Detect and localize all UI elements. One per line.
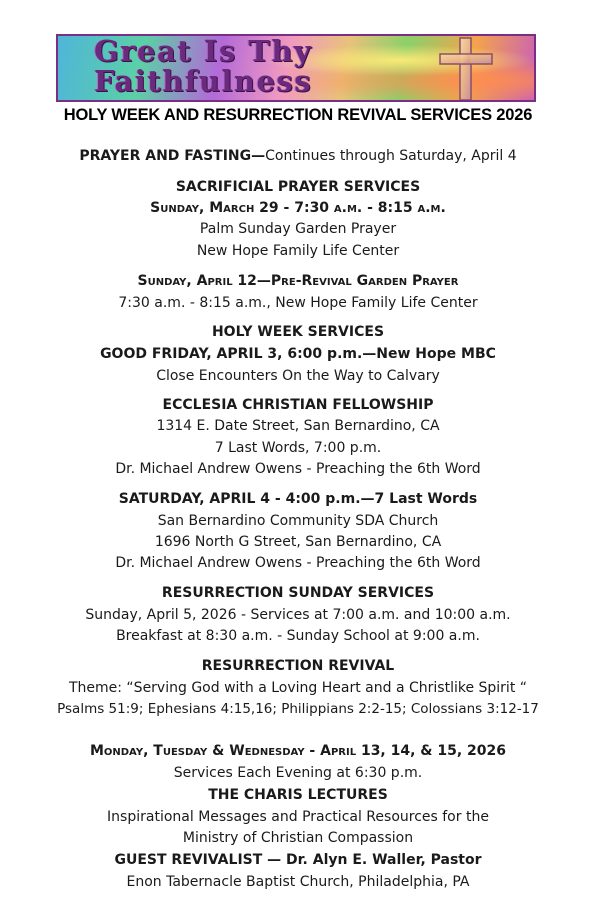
saturday-speaker: Dr. Michael Andrew Owens - Preaching the 6th Word (115, 555, 481, 571)
guest-revivalist-church: Enon Tabernacle Baptist Church, Philadelphia, PA (126, 874, 470, 890)
sacrificial-date: Sunday, March 29 - 7:30 a.m. - 8:15 a.m. (150, 200, 446, 216)
charis-line1: Inspirational Messages and Practical Resources for the (107, 809, 489, 825)
pre-revival-title: Sunday, April 12—Pre-Revival Garden Prayer (137, 273, 459, 289)
page-heading: HOLY WEEK AND RESURRECTION REVIVAL SERVICES 2026 (63, 106, 533, 124)
charis-line2: Ministry of Christian Compassion (182, 830, 414, 846)
ecclesia-address: 1314 E. Date Street, San Bernardino, CA (156, 418, 440, 434)
prayer-fasting-detail: Continues through Saturday, April 4 (265, 148, 517, 164)
resurrection-sunday-title: RESURRECTION SUNDAY SERVICES (161, 585, 435, 601)
pre-revival-detail: 7:30 a.m. - 8:15 a.m., New Hope Family Life Center (118, 295, 478, 311)
resurrection-sunday-services: Sunday, April 5, 2026 - Services at 7:00 a.m. and 10:00 a.m. (85, 607, 511, 623)
holy-week-title: HOLY WEEK SERVICES (211, 324, 385, 340)
sacrificial-event: Palm Sunday Garden Prayer (199, 221, 397, 237)
guest-revivalist-title: GUEST REVIVALIST — Dr. Alyn E. Waller, Pastor (114, 852, 482, 868)
sacrificial-location: New Hope Family Life Center (196, 243, 400, 259)
resurrection-sunday-breakfast: Breakfast at 8:30 a.m. - Sunday School at 9:00 a.m. (116, 628, 480, 644)
saturday-title: SATURDAY, APRIL 4 - 4:00 p.m.—7 Last Words (118, 491, 478, 507)
prayer-fasting-line (0, 147, 596, 165)
saturday-church: San Bernardino Community SDA Church (157, 513, 439, 529)
banner-title (92, 36, 452, 96)
banner-title-line1: Great Is Thy (94, 34, 313, 68)
revival-scriptures: Psalms 51:9; Ephesians 4:15,16; Philippians 2:2-15; Colossians 3:12-17 (57, 701, 539, 717)
good-friday-theme: Close Encounters On the Way to Calvary (156, 368, 440, 384)
cross-icon (434, 36, 498, 102)
ecclesia-title: ECCLESIA CHRISTIAN FELLOWSHIP (162, 397, 434, 413)
ecclesia-service: 7 Last Words, 7:00 p.m. (214, 440, 382, 456)
charis-title: THE CHARIS LECTURES (208, 787, 388, 803)
banner-title-line2: Faithfulness (94, 64, 313, 98)
saturday-address: 1696 North G Street, San Bernardino, CA (154, 534, 442, 550)
revival-dates-time: Services Each Evening at 6:30 p.m. (173, 765, 423, 781)
title-banner (56, 34, 536, 102)
revival-dates-title: Monday, Tuesday & Wednesday - April 13, 14, & 15, 2026 (89, 743, 507, 759)
prayer-fasting-label: PRAYER AND FASTING— (79, 148, 266, 164)
revival-theme: Theme: “Serving God with a Loving Heart and a Christlike Spirit “ (68, 680, 528, 696)
sacrificial-title: SACRIFICIAL PRAYER SERVICES (175, 179, 421, 195)
good-friday-line: GOOD FRIDAY, APRIL 3, 6:00 p.m.—New Hope MBC (100, 346, 496, 362)
revival-title: RESURRECTION REVIVAL (201, 658, 395, 674)
ecclesia-speaker: Dr. Michael Andrew Owens - Preaching the 6th Word (115, 461, 481, 477)
